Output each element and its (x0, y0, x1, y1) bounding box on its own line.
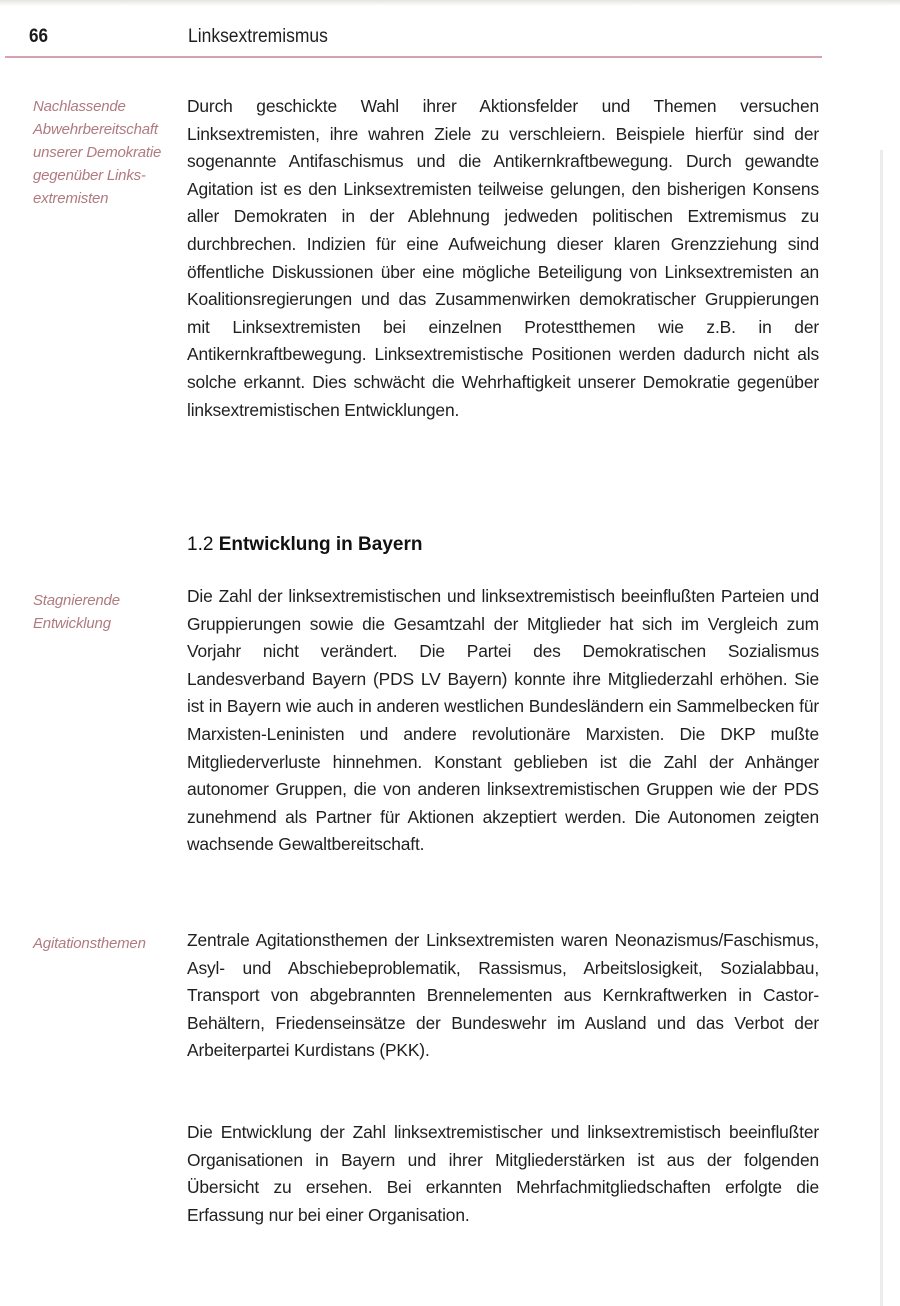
margin-note-agitationsthemen: Agitationsthemen (33, 935, 146, 952)
paragraph-uebersicht: Die Entwicklung der Zahl linksextremistischer und linksextremistisch beeinflußter Organisationen in Bayern und ihrer Mitgliederstärken ist aus der folgenden Übersicht zu ersehen. Bei erkannten Mehrfachmitgliedschaften erfolgte die Erfassung nur bei einer Organisation. (187, 1122, 819, 1225)
section-title: Entwicklung in Bayern (218, 534, 423, 555)
section-heading (187, 534, 422, 556)
paragraph-agitationsthemen: Zentrale Agitationsthemen der Linksextremisten waren Neonazismus/Faschismus, Asyl- und Abschiebeproblematik, Rassismus, Arbeitslosigkeit, Sozialabbau, Transport von abgebrannten Brennelementen aus Kernkraftwerken in Castor-Behältern, Friedenseinsätze der Bundeswehr im Ausland und das Verbot der Arbeiterpartei Kurdistans (PKK). (187, 930, 819, 1061)
margin-note-abwehrbereitschaft: Nachlassende Abwehrbereitschaft unserer Demokratie gegenüber Linksextremisten (33, 98, 162, 207)
margin-note-stagnierende-entwicklung: Stagnierende Entwicklung (33, 592, 120, 632)
paragraph-entwicklung: Die Zahl der linksextremistischen und linksextremistisch beeinflußten Parteien und Gruppierungen sowie die Gesamtzahl der Mitglieder hat sich im Vergleich zum Vorjahr nicht verändert. Die Partei des Demokratischen Sozialismus Landesverband Bayern (PDS LV Bayern) konnte ihre Mitgliederzahl erhöhen. Sie ist in Bayern wie auch in anderen westlichen Bundesländern ein Sammelbecken für Marxisten-Leninisten und andere revolutionäre Marxisten. Die DKP mußte Mitgliederverluste hinnehmen. Konstant geblieben ist die Zahl der Anhänger autonomer Gruppen, die von anderen linksextremistischen Gruppen wie der PDS zunehmend als Partner für Aktionen akzeptiert werden. Die Autonomen zeigten wachsende Gewaltbereitschaft. (187, 586, 819, 855)
running-title: Linksextremismus (188, 26, 328, 47)
scan-right-edge (880, 150, 883, 1306)
page-number: 66 (29, 26, 49, 47)
paragraph-intro: Durch geschickte Wahl ihrer Aktionsfelder und Themen versuchen Linksextremisten, ihre wahren Ziele zu verschleiern. Beispiele hierfür sind der sogenannte Antifaschismus und die Antikernkraftbewegung. Durch gewandte Agitation ist es den Linksextremisten teilweise gelungen, den bisherigen Konsens aller Demokraten in der Ablehnung jedweden politischen Extremismus zu durchbrechen. Indizien für eine Aufweichung dieser klaren Grenzziehung sind öffentliche Diskussionen über eine mögliche Beteiligung von Linksextremisten an Koalitionsregierungen und das Zusammenwirken demokratischer Gruppierungen mit Linksextremisten bei einzelnen Protestthemen wie z.B. in der Antikernkraftbewegung. Linksextremistische Positionen werden dadurch nicht als solche erkannt. Dies schwächt die Wehrhaftigkeit unserer Demokratie gegenüber linksextremistischen Entwicklungen. (187, 96, 819, 420)
page-header (5, 22, 822, 58)
section-number: 1.2 (187, 534, 214, 555)
scan-top-shadow (0, 0, 900, 6)
